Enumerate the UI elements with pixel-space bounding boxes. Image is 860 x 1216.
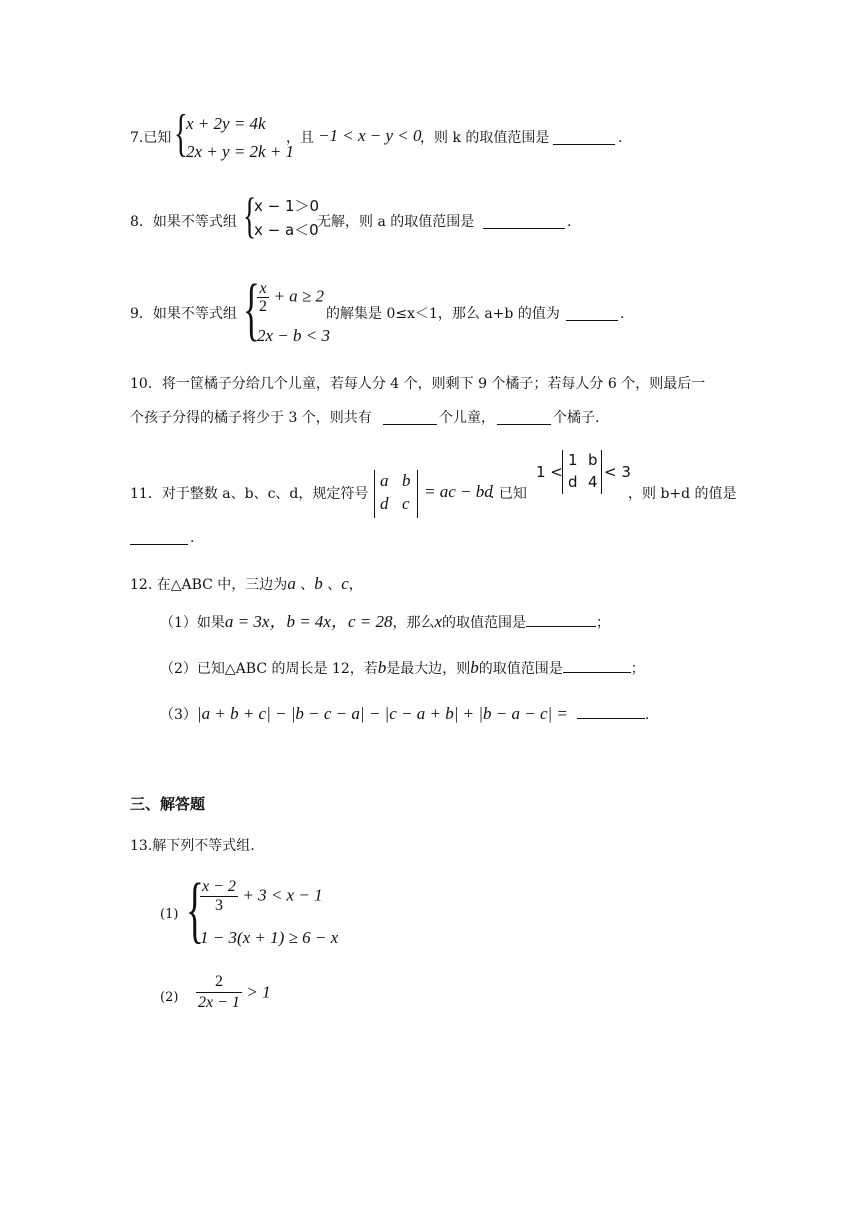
q9-ineq1-rest: + a ≥ 2 bbox=[273, 286, 325, 306]
q12-p3-label: （3） bbox=[160, 707, 197, 723]
q9-prefix: 9．如果不等式组 bbox=[130, 306, 237, 322]
q13-p1-ineq2: 1 − 3(x + 1) ≥ 6 − x bbox=[200, 928, 339, 947]
q9-fraction bbox=[257, 280, 269, 315]
q12-p2-e: 的取值范围是 bbox=[478, 661, 563, 677]
q10-line2-b: 个儿童， bbox=[439, 410, 495, 426]
q7-answer-blank[interactable] bbox=[553, 130, 615, 145]
q8-ineq2: x − a＜0 bbox=[254, 221, 319, 239]
q12-part1 bbox=[160, 612, 610, 633]
q13-p2-rest: > 1 bbox=[246, 982, 271, 1002]
q11-given-22: 4 bbox=[588, 473, 598, 491]
q7-system bbox=[174, 105, 295, 166]
q9-end: . bbox=[620, 306, 625, 322]
q8-answer-blank[interactable] bbox=[483, 214, 565, 229]
q11-given-left: 1 < bbox=[536, 463, 563, 481]
q11-given-11: 1 bbox=[568, 451, 578, 469]
q12-p3-end: . bbox=[644, 707, 650, 723]
q9-frac-num: x bbox=[257, 280, 269, 298]
q12-p2-d: b bbox=[470, 658, 479, 677]
q11-mid: . 已知 bbox=[490, 486, 527, 502]
q7-condition: −1 < x − y < 0 bbox=[318, 126, 422, 145]
q10-line2-c: 个橘子. bbox=[553, 410, 600, 426]
q12-p2-answer-blank[interactable] bbox=[563, 658, 631, 673]
q12-p1-answer-blank[interactable] bbox=[526, 612, 596, 627]
q12-stem-end: ， bbox=[348, 577, 363, 593]
q12-p1-suffix: 的取值范围是 bbox=[442, 615, 527, 631]
q11-given-12: b bbox=[588, 451, 598, 469]
q12-sep1: 、 bbox=[300, 577, 315, 593]
q11-given-21: d bbox=[568, 473, 578, 491]
q12-var-b: b bbox=[314, 574, 323, 593]
q13-p2-den: 2x − 1 bbox=[198, 994, 240, 1011]
q9-answer-blank[interactable] bbox=[566, 306, 618, 321]
q13-p1-label: (1) bbox=[160, 907, 179, 922]
q10-blank-oranges[interactable] bbox=[497, 410, 551, 425]
q11-answer-blank[interactable] bbox=[130, 530, 188, 545]
q11-suffix: ，则 b+d 的值是 bbox=[628, 486, 737, 502]
q12-var-a: a bbox=[287, 574, 296, 593]
q12-p2-c: 是最大边，则 bbox=[386, 661, 471, 677]
q13-p2-label: (2) bbox=[160, 990, 179, 1005]
q11-prefix: 11．对于整数 a、b、c、d，规定符号 bbox=[130, 486, 369, 502]
q13-p1-fraction bbox=[200, 878, 238, 915]
q12-p3-math: |a + b + c| − |b − c − a| − |c − a + b| + |b − a − c| = bbox=[196, 704, 568, 723]
q13-p2-fraction bbox=[196, 972, 242, 1013]
q13-p1-ineq1 bbox=[200, 878, 323, 915]
left-brace-icon: { bbox=[243, 271, 260, 348]
q12-p2-a: （2）已知△ABC 的周长是 12，若 bbox=[160, 661, 378, 677]
q12-p2-end: ； bbox=[630, 661, 645, 677]
q11-det-c: c bbox=[402, 494, 410, 513]
q10-line2-a: 个孩子分得的橘子将少于 3 个，则共有 bbox=[130, 410, 372, 426]
q12-stem bbox=[130, 574, 363, 595]
q11-determinant-def bbox=[374, 470, 418, 518]
q7-eq1: x + 2y = 4k bbox=[186, 114, 266, 133]
q12-var-c: c bbox=[341, 574, 349, 593]
q12-p3-answer-blank[interactable] bbox=[577, 704, 645, 719]
q9-frac-den: 2 bbox=[259, 298, 267, 315]
q12-p2-b: b bbox=[377, 658, 387, 677]
q8-system bbox=[243, 187, 323, 243]
q13-p2-expr bbox=[196, 972, 271, 1013]
q7-suffix: ，则 k 的取值范围是 bbox=[420, 130, 550, 146]
q7-eq2: 2x + y = 2k + 1 bbox=[186, 142, 295, 161]
q12-p1-label: （1）如果 bbox=[160, 615, 225, 631]
q9-ineq2: 2x − b < 3 bbox=[257, 326, 330, 345]
section-3-title: 三、解答题 bbox=[130, 795, 206, 813]
q12-p1-end: ； bbox=[596, 615, 611, 631]
q13-p1-num: x − 2 bbox=[202, 878, 236, 895]
q11-det-b: b bbox=[402, 471, 411, 490]
q8-ineq1: x − 1＞0 bbox=[254, 197, 320, 215]
q13-p2-num: 2 bbox=[196, 972, 242, 993]
q13-stem: 13.解下列不等式组. bbox=[130, 838, 255, 854]
q7-end: . bbox=[618, 130, 623, 146]
q11-definition: = ac − bd bbox=[424, 482, 493, 501]
q7-prefix: 7.已知 bbox=[130, 130, 172, 146]
left-brace-icon: { bbox=[174, 105, 188, 162]
q9-suffix: 的解集是 0≤x＜1，那么 a+b 的值为 bbox=[326, 306, 560, 322]
q11-det-a: a bbox=[380, 471, 389, 490]
q12-p1-mid: ，那么 bbox=[392, 615, 435, 631]
q11-end: . bbox=[190, 530, 195, 546]
q9-system bbox=[243, 271, 333, 348]
q10-blank-children[interactable] bbox=[383, 410, 437, 425]
q8-end: . bbox=[567, 214, 572, 230]
q13-p1-system bbox=[186, 869, 339, 952]
q12-part2 bbox=[160, 658, 645, 679]
q12-sep2: 、 bbox=[327, 577, 342, 593]
q12-p1-var: x bbox=[434, 612, 443, 631]
q10-line1: 10．将一筐橘子分给几个儿童，若每人分 4 个，则剩下 9 个橘子；若每人分 6 个，则最后一 bbox=[130, 376, 706, 392]
q12-stem-text: 12. 在△ABC 中，三边为 bbox=[130, 577, 288, 593]
q13-p1-den: 3 bbox=[214, 897, 223, 914]
left-brace-icon: { bbox=[243, 187, 257, 243]
q11-given-determinant bbox=[562, 450, 602, 494]
q7-cond-prefix: ，且 bbox=[286, 130, 314, 146]
q11-given-right: < 3 bbox=[604, 463, 631, 481]
q12-part3 bbox=[160, 704, 649, 725]
q13-p1-rest: + 3 < x − 1 bbox=[242, 885, 323, 905]
q12-p1-math: a = 3x，b = 4x，c = 28 bbox=[224, 612, 393, 631]
q9-ineq1 bbox=[257, 280, 324, 315]
left-brace-icon: { bbox=[186, 869, 204, 951]
q11-det-d: d bbox=[380, 494, 389, 513]
q8-suffix: 无解，则 a 的取值范围是 bbox=[317, 214, 475, 230]
q8-prefix: 8．如果不等式组 bbox=[130, 214, 237, 230]
